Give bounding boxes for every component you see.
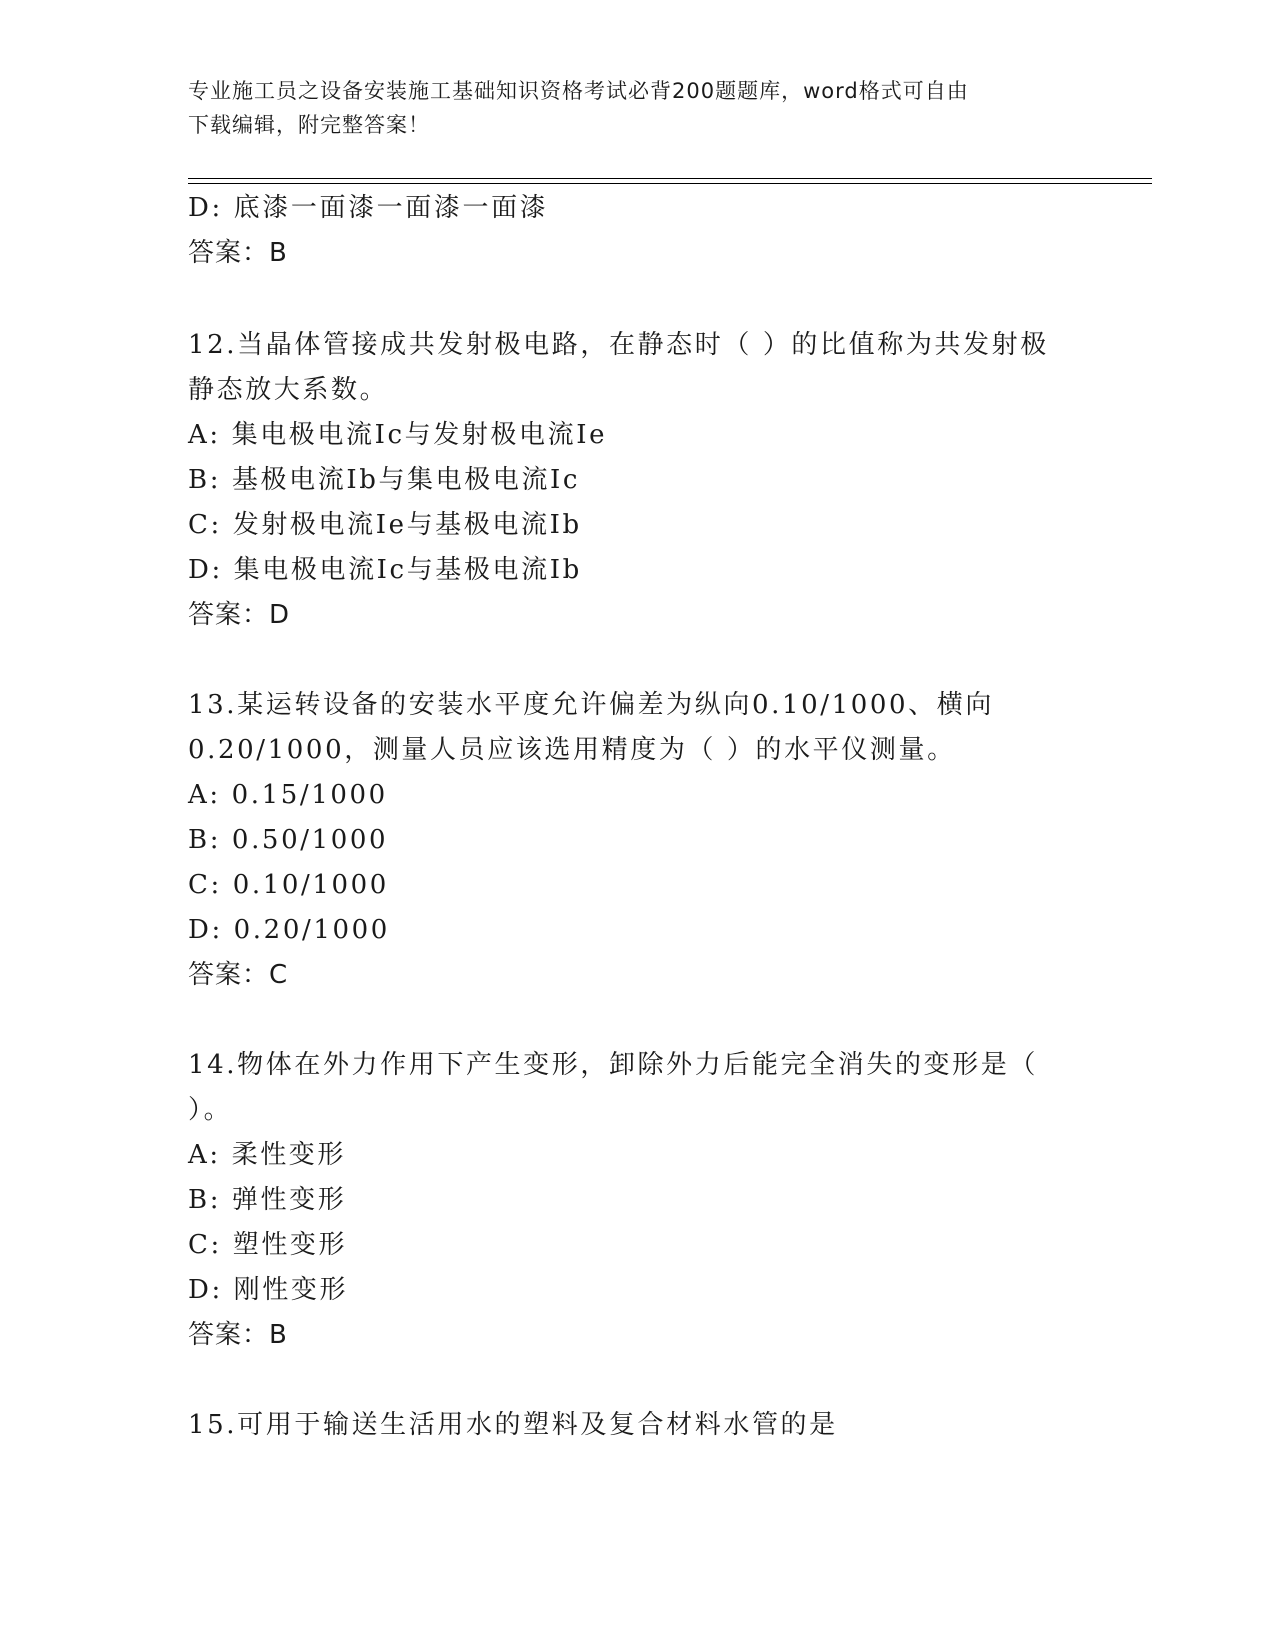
q12-stem-line-2: 静态放大系数。 [188,375,389,405]
q14-stem-line-2: ）。 [188,1095,233,1125]
q13-stem-line-1: 13.某运转设备的安装水平度允许偏差为纵向0.10/1000、横向 [188,690,994,720]
q14-answer: 答案：B [188,1320,288,1350]
q12-stem-line-1: 12.当晶体管接成共发射极电路，在静态时（ ）的比值称为共发射极 [188,330,1049,360]
q13-option-a: A: 0.15/1000 [188,780,388,810]
q13-option-c: C: 0.10/1000 [188,870,389,900]
prev-answer: 答案：B [188,238,288,268]
q13-option-b: B: 0.50/1000 [188,825,389,855]
q14-option-d: D: 刚性变形 [188,1275,349,1305]
q14-option-c: C: 塑性变形 [188,1230,348,1260]
q12-option-d: D: 集电极电流Ic与基极电流Ib [188,555,582,585]
header-line-2: 下载编辑，附完整答案！ [188,113,430,137]
q15-stem-line-1: 15.可用于输送生活用水的塑料及复合材料水管的是 [188,1410,838,1440]
q14-option-a: A: 柔性变形 [188,1140,347,1170]
q12-option-c: C: 发射极电流Ie与基极电流Ib [188,510,582,540]
q12-answer: 答案：D [188,600,291,630]
document-header [188,74,1088,142]
header-divider-bottom [188,183,1152,184]
header-divider-top [188,178,1152,179]
header-line-1: 专业施工员之设备安装施工基础知识资格考试必背200题题库，word格式可自由 [188,79,969,103]
q12-option-a: A: 集电极电流Ic与发射极电流Ie [188,420,608,450]
q14-option-b: B: 弹性变形 [188,1185,347,1215]
q13-option-d: D: 0.20/1000 [188,915,390,945]
q12-option-b: B: 基极电流Ib与集电极电流Ic [188,465,581,495]
q14-stem-line-1: 14.物体在外力作用下产生变形，卸除外力后能完全消失的变形是（ [188,1050,1038,1080]
q13-stem-line-2: 0.20/1000，测量人员应该选用精度为（ ）的水平仪测量。 [188,735,956,765]
q13-answer: 答案：C [188,960,289,990]
prev-option-d: D: 底漆一面漆一面漆一面漆 [188,193,549,223]
